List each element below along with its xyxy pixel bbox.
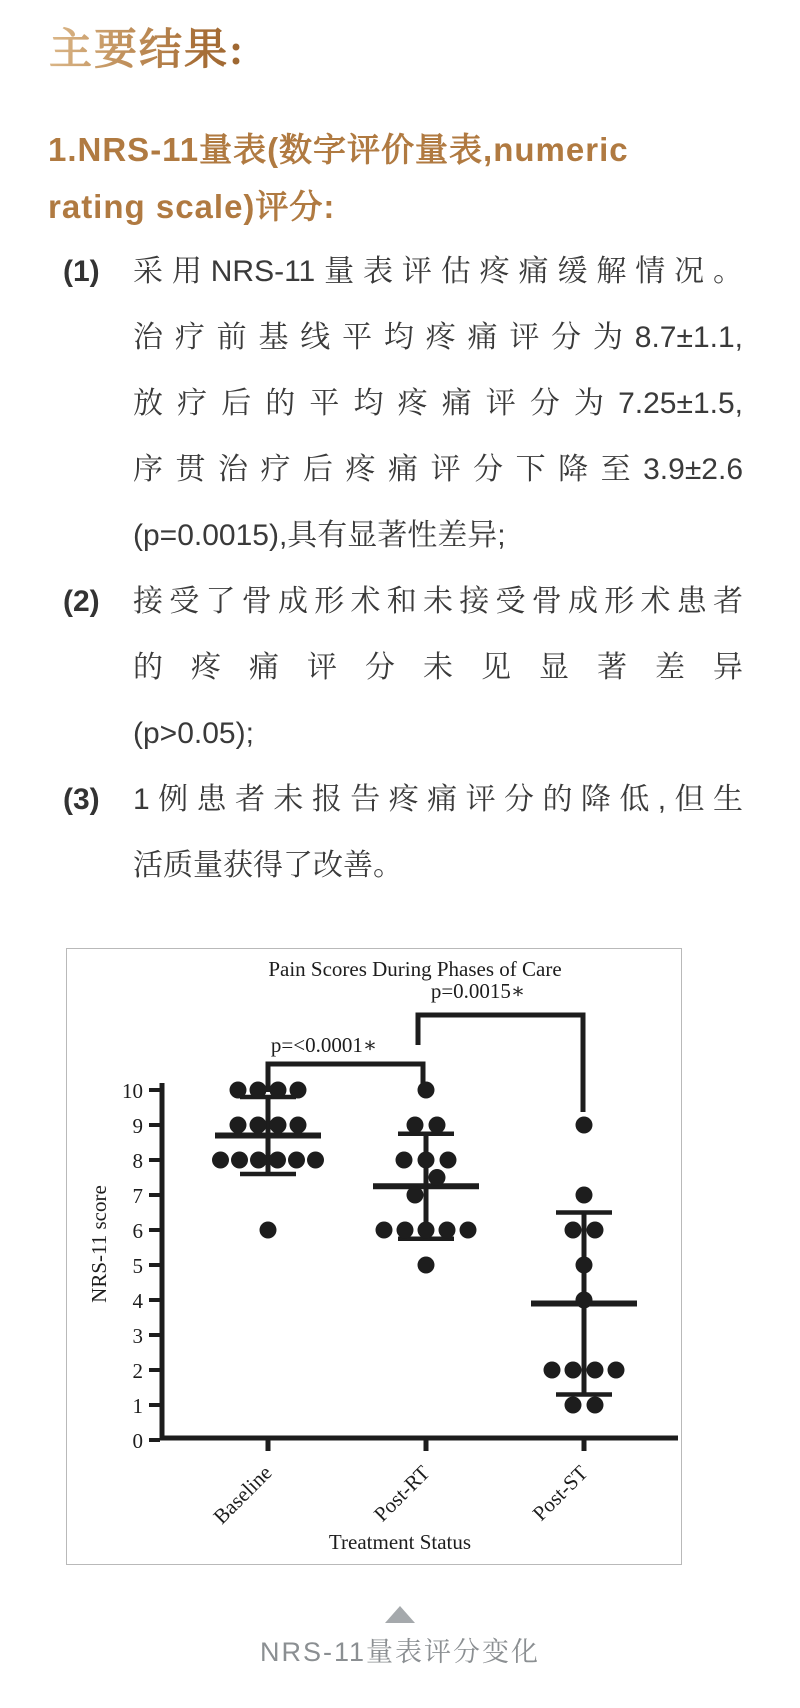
- numbered-list: [63, 239, 743, 899]
- data-point: [576, 1292, 593, 1309]
- data-point: [290, 1117, 307, 1134]
- data-point: [397, 1222, 414, 1239]
- body-text-line: 1例患者未报告疼痛评分的降低,但生: [133, 783, 743, 816]
- y-axis-label: NRS-11 score: [87, 1185, 111, 1303]
- data-point: [407, 1117, 424, 1134]
- heading-nrs11: 1.NRS-11量表(数字评价量表,numeric rating scale)评分:: [48, 131, 629, 225]
- significance-label: p=<0.0001∗: [270, 1033, 378, 1057]
- data-point: [544, 1362, 561, 1379]
- body-text-line: 序贯治疗后疼痛评分下降至3.9±2.6: [133, 453, 743, 486]
- data-point: [429, 1117, 446, 1134]
- data-point: [230, 1082, 247, 1099]
- x-category-label: Post-ST: [527, 1460, 593, 1526]
- x-category-label: Post-RT: [368, 1460, 435, 1527]
- data-point: [576, 1187, 593, 1204]
- body-text-line: 放疗后的平均疼痛评分为7.25±1.5,: [133, 387, 743, 420]
- y-tick-label: 9: [132, 1114, 143, 1138]
- y-tick-label: 8: [132, 1149, 143, 1173]
- pain-score-chart: [66, 948, 682, 1565]
- data-point: [212, 1152, 229, 1169]
- body-text-line: 的疼痛评分未见显著差异: [133, 651, 743, 684]
- list-item: [63, 569, 743, 767]
- data-point: [587, 1222, 604, 1239]
- body-text-line: (p=0.0015),具有显著性差异;: [133, 519, 506, 552]
- y-tick-label: 7: [132, 1184, 143, 1208]
- data-point: [418, 1152, 435, 1169]
- body-text-line: 活质量获得了改善。: [133, 849, 403, 882]
- data-point: [250, 1117, 267, 1134]
- figure-container: [66, 948, 682, 1565]
- body-text-line: (p>0.05);: [133, 717, 254, 750]
- data-point: [230, 1117, 247, 1134]
- data-point: [587, 1362, 604, 1379]
- data-point: [440, 1152, 457, 1169]
- data-point: [270, 1117, 287, 1134]
- y-tick-label: 6: [132, 1219, 143, 1243]
- y-tick-label: 1: [132, 1394, 143, 1418]
- y-tick-label: 10: [122, 1079, 143, 1103]
- list-item: [63, 767, 743, 899]
- data-point: [290, 1082, 307, 1099]
- list-item: [63, 239, 743, 569]
- data-point: [429, 1169, 446, 1186]
- body-text-line: 治疗前基线平均疼痛评分为8.7±1.1,: [133, 321, 743, 354]
- data-point: [576, 1257, 593, 1274]
- section-title: 主要结果:: [49, 24, 245, 78]
- data-point: [260, 1222, 277, 1239]
- data-point: [460, 1222, 477, 1239]
- significance-label: p=0.0015∗: [430, 979, 526, 1003]
- y-tick-label: 3: [132, 1324, 143, 1348]
- list-item-marker: (1): [63, 255, 100, 288]
- chart-title: Pain Scores During Phases of Care: [268, 957, 562, 981]
- data-point: [376, 1222, 393, 1239]
- data-point: [396, 1152, 413, 1169]
- list-item-marker: (3): [63, 783, 100, 816]
- data-point: [608, 1362, 625, 1379]
- figure-caption: [0, 1606, 800, 1669]
- data-point: [565, 1397, 582, 1414]
- data-point: [439, 1222, 456, 1239]
- data-point: [587, 1397, 604, 1414]
- x-category-label: Baseline: [208, 1460, 277, 1529]
- data-point: [307, 1152, 324, 1169]
- y-tick-label: 2: [132, 1359, 143, 1383]
- data-point: [407, 1187, 424, 1204]
- data-point: [269, 1152, 286, 1169]
- data-point: [418, 1222, 435, 1239]
- y-tick-label: 0: [132, 1429, 143, 1453]
- data-point: [565, 1222, 582, 1239]
- x-axis-label: Treatment Status: [328, 1530, 472, 1554]
- y-tick-label: 4: [132, 1289, 143, 1313]
- data-point: [288, 1152, 305, 1169]
- data-point: [250, 1082, 267, 1099]
- body-text-line: 采用NRS-11量表评估疼痛缓解情况。: [133, 255, 743, 288]
- data-point: [418, 1257, 435, 1274]
- data-point: [418, 1082, 435, 1099]
- data-point: [576, 1117, 593, 1134]
- list-item-marker: (2): [63, 585, 100, 618]
- triangle-up-icon: [385, 1606, 415, 1623]
- body-text-line: 接受了骨成形术和未接受骨成形术患者: [133, 585, 743, 618]
- data-point: [231, 1152, 248, 1169]
- data-point: [565, 1362, 582, 1379]
- data-point: [250, 1152, 267, 1169]
- data-point: [270, 1082, 287, 1099]
- y-tick-label: 5: [132, 1254, 143, 1278]
- caption-text: NRS-11量表评分变化: [259, 1637, 541, 1667]
